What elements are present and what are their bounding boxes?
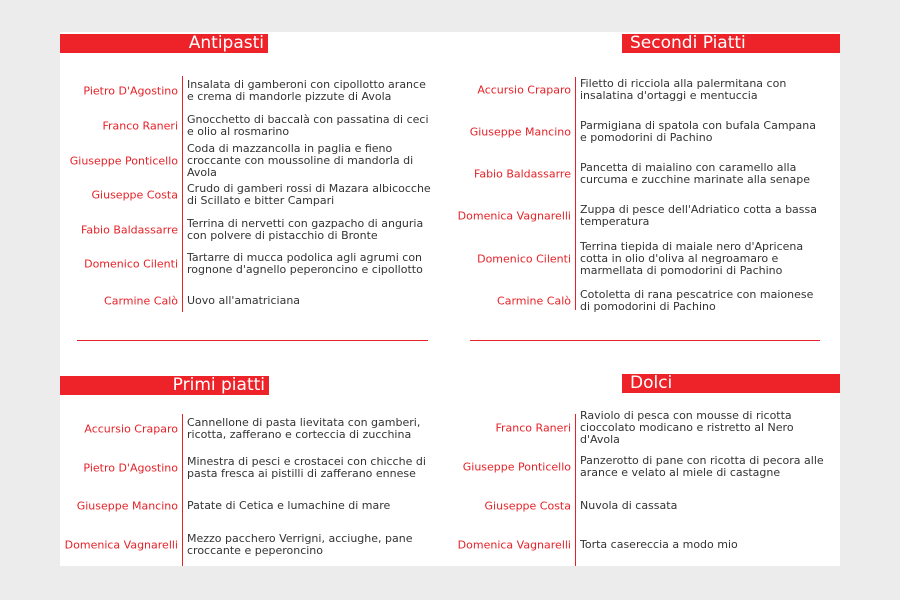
- menu-item: [60, 452, 430, 484]
- chef-name: Domenico Cilenti: [84, 257, 178, 271]
- divider-secondi: [575, 77, 576, 310]
- section-banner-dolci: [622, 374, 840, 393]
- chef-name: Domenica Vagnarelli: [457, 209, 571, 223]
- menu-item: [60, 179, 430, 211]
- dish-description: Patate di Cetica e lumachine di mare: [187, 499, 391, 512]
- dish-description: Cotoletta di rana pescatrice con maionese di pomodorini di Pachino: [580, 288, 814, 313]
- dish-description: Terrina di nervetti con gazpacho di anguria con polvere di pistacchio di Bronte: [187, 217, 424, 242]
- menu-page: [60, 32, 840, 566]
- menu-item: [60, 285, 430, 317]
- dish-description: Torta casereccia a modo mio: [580, 538, 738, 551]
- dish-description: Terrina tiepida di maiale nero d'Apricena cotta in olio d'oliva al negroamaro e marmellata di pomodorini di Pachino: [580, 240, 804, 277]
- dish-description: Gnocchetto di baccalà con passatina di ceci e olio al rosmarino: [187, 113, 429, 138]
- dish-description: Mezzo pacchero Verrigni, acciughe, pane croccante e peperoncino: [187, 532, 413, 557]
- section-banner-secondi: [622, 34, 840, 53]
- chef-name: Carmine Calò: [497, 294, 571, 308]
- menu-item: [453, 409, 823, 446]
- chef-name: Franco Raneri: [495, 421, 571, 435]
- menu-item: [60, 529, 430, 561]
- chef-name: Pietro D'Agostino: [83, 461, 178, 475]
- section-title-antipasti: Antipasti: [188, 33, 264, 53]
- dish-description: Coda di mazzancolla in paglia e fieno croccante con moussoline di mandorla di Avola: [187, 142, 414, 179]
- menu-item: [60, 214, 430, 246]
- menu-item: [60, 490, 430, 522]
- dish-description: Crudo di gamberi rossi di Mazara albicocche di Scillato e bitter Campari: [187, 182, 431, 207]
- dish-description: Minestra di pesci e crostacei con chicche di pasta fresca ai pistilli di zafferano ennese: [187, 455, 426, 480]
- menu-item: [60, 413, 430, 445]
- chef-name: Giuseppe Mancino: [76, 499, 178, 513]
- menu-item: [60, 142, 430, 179]
- chef-name: Fabio Baldassarre: [81, 223, 178, 237]
- chef-name: Carmine Calò: [104, 294, 178, 308]
- separator-line: [77, 340, 428, 341]
- menu-item: [453, 285, 823, 317]
- dish-description: Uovo all'amatriciana: [187, 294, 301, 307]
- chef-name: Domenica Vagnarelli: [64, 538, 178, 552]
- dish-description: Panzerotto di pane con ricotta di pecora alle arance e velato al miele di castagne: [580, 454, 824, 479]
- chef-name: Fabio Baldassarre: [474, 167, 571, 181]
- dish-description: Parmigiana di spatola con bufala Campana e pomodorini di Pachino: [580, 119, 816, 144]
- dish-description: Insalata di gamberoni con cipollotto arance e crema di mandorle pizzute di Avola: [187, 78, 426, 103]
- chef-name: Giuseppe Ponticello: [69, 154, 178, 168]
- chef-name: Giuseppe Costa: [484, 499, 571, 513]
- dish-description: Pancetta di maialino con caramello alla curcuma e zucchine marinate alla senape: [580, 161, 811, 186]
- dish-description: Cannellone di pasta lievitata con gamberi, ricotta, zafferano e corteccia di zucchina: [187, 416, 421, 441]
- menu-item: [453, 240, 823, 277]
- chef-name: Accursio Craparo: [477, 83, 571, 97]
- menu-item: [60, 75, 430, 107]
- chef-name: Giuseppe Mancino: [469, 125, 571, 139]
- menu-item: [453, 490, 823, 522]
- chef-name: Giuseppe Ponticello: [462, 460, 571, 474]
- chef-name: Domenico Cilenti: [477, 252, 571, 266]
- dish-description: Tartarre di mucca podolica agli agrumi con rognone d'agnello peperoncino e cipollotto: [187, 251, 423, 276]
- section-banner-antipasti: [60, 34, 268, 53]
- section-banner-primi: [60, 376, 269, 395]
- chef-name: Domenica Vagnarelli: [457, 538, 571, 552]
- menu-item: [60, 110, 430, 142]
- chef-name: Accursio Craparo: [84, 422, 178, 436]
- dish-description: Zuppa di pesce dell'Adriatico cotta a bassa temperatura: [580, 203, 818, 228]
- chef-name: Pietro D'Agostino: [83, 84, 178, 98]
- menu-item: [453, 200, 823, 232]
- section-title-dolci: Dolci: [630, 373, 673, 393]
- menu-item: [453, 529, 823, 561]
- section-title-primi: Primi piatti: [172, 375, 265, 395]
- dish-description: Filetto di ricciola alla palermitana con insalatina d'ortaggi e mentuccia: [580, 77, 787, 102]
- separator-line: [470, 340, 820, 341]
- section-title-secondi: Secondi Piatti: [630, 33, 746, 53]
- chef-name: Franco Raneri: [102, 119, 178, 133]
- dish-description: Nuvola di cassata: [580, 499, 678, 512]
- menu-item: [453, 158, 823, 190]
- dish-description: Raviolo di pesca con mousse di ricotta cioccolato modicano e ristretto al Nero d'Avola: [580, 409, 794, 446]
- menu-item: [453, 74, 823, 106]
- chef-name: Giuseppe Costa: [91, 188, 178, 202]
- menu-item: [453, 116, 823, 148]
- menu-item: [453, 451, 823, 483]
- menu-item: [60, 248, 430, 280]
